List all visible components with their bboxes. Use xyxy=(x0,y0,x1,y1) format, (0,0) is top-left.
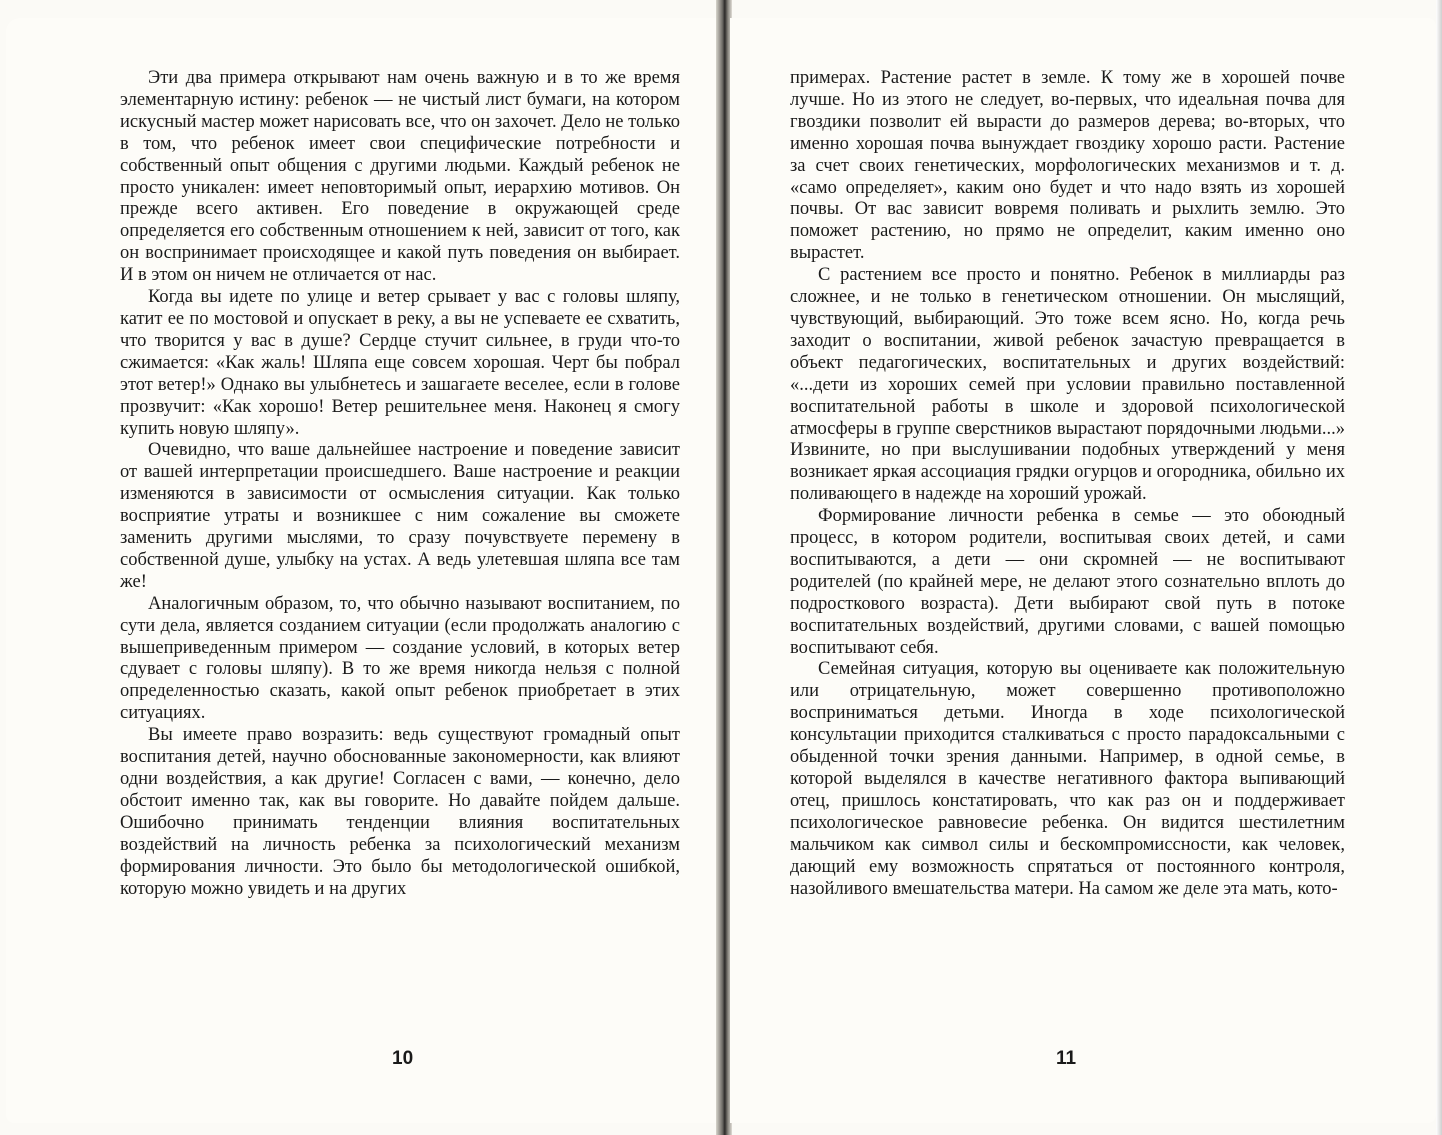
left-paragraph-1: Эти два примера открывают нам очень важную и в то же время элементарную истину: ребенок — не чистый лист бумаги, на котором искусный мастер может нарисовать все, что он захочет. Дело не только в том, что ребенок имеет свои специфические потребности и собственный опыт общения с другими людьми. Каждый ребенок не просто уникален: имеет неповторимый опыт, иерархию мотивов. Он прежде всего активен. Его поведение в окружающей среде определяется его собственным отношением к ней, зависит от того, как он воспринимает происходящее и какой путь поведения он выбирает. И в этом он ничем не отличается от нас. xyxy=(120,68,680,286)
scan-edge xyxy=(1436,0,1442,1135)
right-page xyxy=(730,18,1436,1123)
left-paragraph-4: Аналогичным образом, то, что обычно называют воспитанием, по сути дела, является созданием ситуации (если продолжать аналогию с вышеприведенным примером — создание условий, в которых ветер сдувает с головы шляпу). В то же время никогда нельзя с полной определенностью сказать, какой опыт ребенок приобретает в этих ситуациях. xyxy=(120,593,680,724)
right-page-number: 11 xyxy=(1056,1048,1077,1069)
left-paragraph-5: Вы имеете право возразить: ведь существуют громадный опыт воспитания детей, научно обоснованные закономерности, как влияют одни воздействия, а как другие! Согласен с вами, — конечно, дело обстоит именно так, как вы говорите. Но давайте пойдем дальше. Ошибочно принимать тенденции влияния воспитательных воздействий на личность ребенка за психологический механизм формирования личности. Это было бы методологической ошибкой, которую можно увидеть и на других xyxy=(120,725,680,899)
left-page-text xyxy=(120,68,680,900)
left-paragraph-2: Когда вы идете по улице и ветер срывает у вас с головы шляпу, катит ее по мостовой и опускает в реку, а вы не успеваете ее схватить, что творится у вас в душе? Сердце стучит сильнее, в груди что-то сжимается: «Как жаль! Шляпа еще совсем хорошая. Черт бы побрал этот ветер!» Однако вы улыбнетесь и зашагаете веселее, если в голове прозвучит: «Как хорошо! Ветер решительнее меня. Наконец я смогу купить новую шляпу». xyxy=(120,287,680,439)
right-paragraph-1: С растением все просто и понятно. Ребенок в миллиарды раз сложнее, и не только в генетическом отношении. Он мыслящий, чувствующий, выбирающий. Это тоже всем ясно. Но, когда речь заходит о воспитании, живой ребенок зачастую превращается в объект педагогических, воспитательных и других воздействий: «...дети из хороших семей при условии правильно поставленной воспитательной работы в школе и здоровой психологической атмосферы в группе сверстников вырастают порядочными людьми...» Извините, но при выслушивании подобных утверждений у меня возникает яркая ассоциация грядки огурцов и огородника, обильно их поливающего в надежде на хороший урожай. xyxy=(790,265,1345,505)
left-page-number: 10 xyxy=(392,1048,414,1069)
right-paragraph-3: Семейная ситуация, которую вы оцениваете как положительную или отрицательную, может совершенно противоположно восприниматься детьми. Иногда в ходе психологической консультации приходится сталкиваться с просто парадоксальными с обыденной точки зрения данными. Например, в одной семье, в которой выделялся в качестве негативного фактора выпивающий отец, пришлось констатировать, что как раз он и поддерживает психологическое равновесие ребенка. Он видится шестилетним мальчиком как символ силы и бескомпромиссности, как человек, дающий ему возможность спрятаться от постоянного контроля, назойливого вмешательства матери. На самом же деле эта мать, кото- xyxy=(790,659,1345,899)
left-page xyxy=(6,18,722,1123)
left-paragraph-3: Очевидно, что ваше дальнейшее настроение и поведение зависит от вашей интерпретации происшедшего. Ваше настроение и реакции изменяются в зависимости от осмысления ситуации. Как только восприятие утраты и возникшее с ним сожаление вы сможете заменить другими мыслями, то сразу почувствуете перемену в собственной душе, улыбку на устах. А ведь улетевшая шляпа все там же! xyxy=(120,440,680,592)
right-paragraph-continuation: примерах. Растение растет в земле. К тому же в хорошей почве лучше. Но из этого не следует, во-первых, что идеальная почва для гвоздики позволит ей вырасти до размеров дерева; во-вторых, что именно хорошая почва вынуждает гвоздику хорошо расти. Растение за счет своих генетических, морфологических механизмов и т. д. «само определяет», каким оно будет и что надо взять из хорошей почвы. От вас зависит вовремя поливать и рыхлить землю. Это поможет растению, но прямо не определит, каким именно оно вырастет. xyxy=(790,68,1345,264)
right-paragraph-2: Формирование личности ребенка в семье — это обоюдный процесс, в котором родители, воспитывая своих детей, и сами воспитываются, а дети — они скромней — не воспитывают родителей (по крайней мере, не делают этого сознательно вплоть до подросткового возраста). Дети выбирают свой путь в потоке воспитательных воздействий, другими словами, с вашей помощью воспитывают себя. xyxy=(790,506,1345,658)
right-page-text xyxy=(790,68,1345,900)
